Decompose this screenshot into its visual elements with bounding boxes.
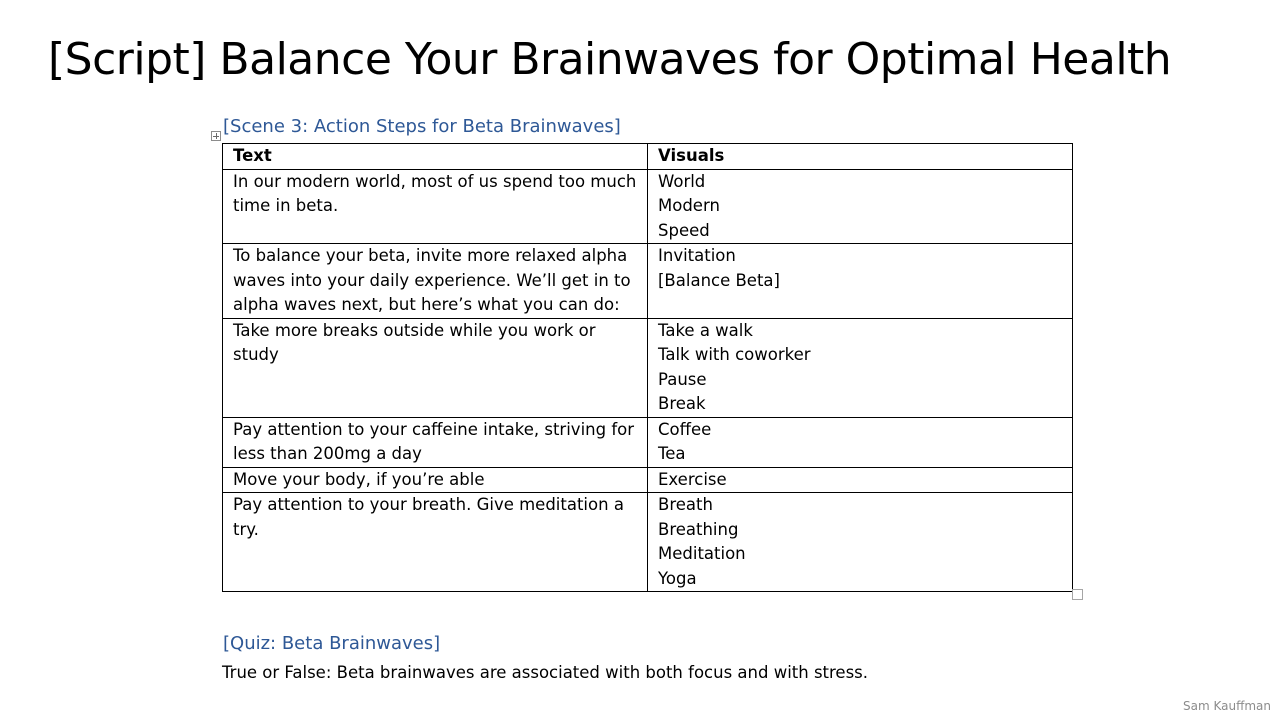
text-cell[interactable]: In our modern world, most of us spend too much time in beta. bbox=[223, 169, 648, 244]
visual-item: Invitation bbox=[658, 246, 736, 265]
visual-item: Pause bbox=[658, 369, 707, 389]
visual-item: Break bbox=[658, 394, 706, 413]
visuals-cell[interactable] bbox=[648, 467, 1073, 493]
table-row bbox=[223, 467, 1073, 493]
visual-item: Take a walk bbox=[658, 320, 753, 340]
visual-item: [Balance Beta] bbox=[658, 270, 780, 290]
quiz-question: True or False: Beta brainwaves are associated with both focus and with stress. bbox=[222, 663, 869, 682]
visual-item: Meditation bbox=[658, 544, 746, 563]
visual-item: Modern bbox=[658, 196, 720, 215]
visual-item: Talk with coworker bbox=[658, 345, 811, 364]
visuals-cell[interactable] bbox=[648, 169, 1073, 244]
table-row bbox=[223, 244, 1073, 319]
table-resize-handle-icon[interactable] bbox=[1072, 589, 1083, 600]
quiz-heading: [Quiz: Beta Brainwaves] bbox=[223, 633, 441, 654]
table-row bbox=[223, 169, 1073, 244]
visuals-cell[interactable] bbox=[648, 318, 1073, 417]
footer-author: Sam Kauffman bbox=[1182, 699, 1271, 713]
table-row bbox=[223, 417, 1073, 467]
table-header-row bbox=[223, 144, 1073, 170]
column-header-visuals: Visuals bbox=[648, 144, 1073, 170]
visuals-cell[interactable] bbox=[648, 244, 1073, 319]
table-row bbox=[223, 318, 1073, 417]
scene-heading: [Scene 3: Action Steps for Beta Brainwaves] bbox=[223, 116, 621, 137]
visual-item: Speed bbox=[658, 220, 710, 240]
column-header-text: Text bbox=[223, 144, 648, 170]
visuals-cell[interactable] bbox=[648, 417, 1073, 467]
text-cell[interactable]: To balance your beta, invite more relaxed alpha waves into your daily experience. We’ll get in to alpha waves next, but here’s what you can do: bbox=[223, 244, 648, 319]
text-cell[interactable]: Pay attention to your caffeine intake, striving for less than 200mg a day bbox=[223, 417, 648, 467]
visual-item: World bbox=[658, 171, 706, 191]
table-row bbox=[223, 493, 1073, 592]
visual-item: Coffee bbox=[658, 419, 712, 439]
script-table-body bbox=[223, 169, 1073, 592]
table-move-handle-icon[interactable] bbox=[211, 131, 221, 141]
visuals-cell[interactable] bbox=[648, 493, 1073, 592]
visual-item: Breathing bbox=[658, 519, 739, 539]
visual-item: Exercise bbox=[658, 469, 727, 489]
text-cell[interactable]: Take more breaks outside while you work or study bbox=[223, 318, 648, 417]
script-table bbox=[222, 143, 1073, 592]
slide-title: [Script] Balance Your Brainwaves for Optimal Health bbox=[48, 34, 1172, 85]
visual-item: Tea bbox=[658, 444, 686, 463]
text-cell[interactable]: Pay attention to your breath. Give meditation a try. bbox=[223, 493, 648, 592]
text-cell[interactable]: Move your body, if you’re able bbox=[223, 467, 648, 493]
script-table-header bbox=[223, 144, 1073, 170]
visual-item: Breath bbox=[658, 495, 713, 514]
visual-item: Yoga bbox=[658, 568, 697, 588]
